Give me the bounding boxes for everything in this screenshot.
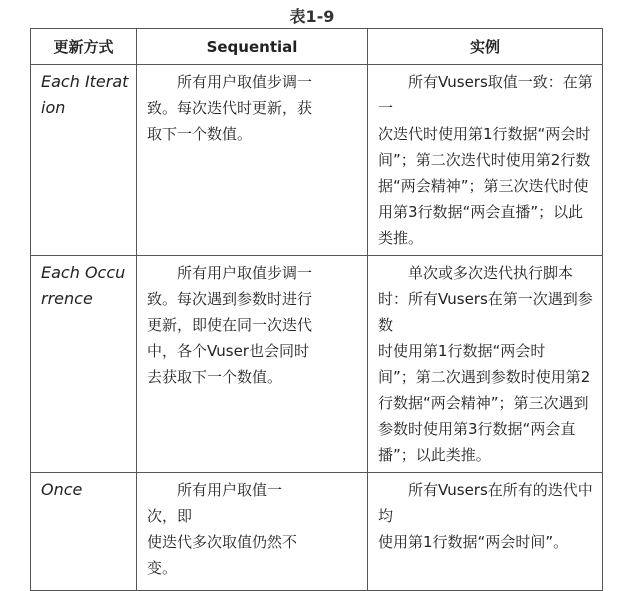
sequential-text-line: 中，各个Vuser也会同时 bbox=[147, 342, 309, 360]
sequential-text-line: 次，即 bbox=[147, 507, 193, 525]
example-text-line: 使用第1行数据“两会时间”。 bbox=[378, 533, 569, 551]
example-text-line: 类推。 bbox=[378, 229, 424, 247]
sequential-text-line: 所有用户取值步调一 bbox=[177, 73, 313, 91]
mode-text-line: Each Iterat bbox=[41, 72, 129, 91]
sequential-cell bbox=[137, 256, 368, 473]
header-example: 实例 bbox=[368, 29, 603, 65]
sequential-text-line: 更新，即使在同一次迭代 bbox=[147, 316, 313, 334]
table-header-row bbox=[31, 29, 603, 65]
table-row-each-iteration bbox=[31, 65, 603, 256]
sequential-cell bbox=[137, 65, 368, 256]
example-text-line: 间”；第二次遇到参数时使用第2 bbox=[378, 368, 591, 386]
example-text-line: 所有Vusers取值一致：在第一 bbox=[378, 73, 593, 117]
mode-text-line: Each Occu bbox=[41, 263, 126, 282]
sequential-text-line: 取下一个数值。 bbox=[147, 125, 253, 143]
example-text-line: 时：所有Vusers在第一次遇到参数 bbox=[378, 290, 593, 334]
example-text-line: 用第3行数据“两会直播”；以此 bbox=[378, 203, 584, 221]
sequential-text-line: 致。每次迭代时更新，获 bbox=[147, 99, 313, 117]
example-cell bbox=[368, 65, 603, 256]
example-text-line: 据“两会精神”；第三次迭代时使 bbox=[378, 177, 589, 195]
sequential-text-line: 致。每次遇到参数时进行 bbox=[147, 290, 313, 308]
mode-cell bbox=[31, 473, 137, 591]
table-row-each-occurrence bbox=[31, 256, 603, 473]
sequential-text-line: 变。 bbox=[147, 559, 178, 577]
example-text-line: 行数据“两会精神”；第三次遇到 bbox=[378, 394, 589, 412]
example-text-line: 所有Vusers在所有的迭代中均 bbox=[378, 481, 593, 525]
sequential-text-line: 所有用户取值一 bbox=[177, 481, 283, 499]
sequential-text-line: 使迭代多次取值仍然不 bbox=[147, 533, 298, 551]
example-text-line: 时使用第1行数据“两会时 bbox=[378, 342, 546, 360]
header-sequential: Sequential bbox=[137, 29, 368, 65]
example-text-line: 单次或多次迭代执行脚本 bbox=[408, 264, 574, 282]
example-text-line: 间”；第二次迭代时使用第2行数 bbox=[378, 151, 591, 169]
table-caption: 表1-9 bbox=[289, 7, 335, 26]
sequential-cell bbox=[137, 473, 368, 591]
sequential-text-line: 去获取下一个数值。 bbox=[147, 368, 283, 386]
mode-text-line: rrence bbox=[41, 289, 93, 308]
example-cell bbox=[368, 473, 603, 591]
mode-text-line: ion bbox=[41, 98, 66, 117]
mode-cell bbox=[31, 256, 137, 473]
example-text-line: 播”；以此类推。 bbox=[378, 446, 491, 464]
update-mode-table bbox=[30, 28, 603, 591]
example-cell bbox=[368, 256, 603, 473]
header-update-mode: 更新方式 bbox=[31, 29, 137, 65]
sequential-text-line: 所有用户取值步调一 bbox=[177, 264, 313, 282]
example-text-line: 次迭代时使用第1行数据“两会时 bbox=[378, 125, 591, 143]
example-text-line: 参数时使用第3行数据“两会直 bbox=[378, 420, 576, 438]
table-row-once bbox=[31, 473, 603, 591]
mode-text-line: Once bbox=[41, 480, 83, 499]
mode-cell bbox=[31, 65, 137, 256]
